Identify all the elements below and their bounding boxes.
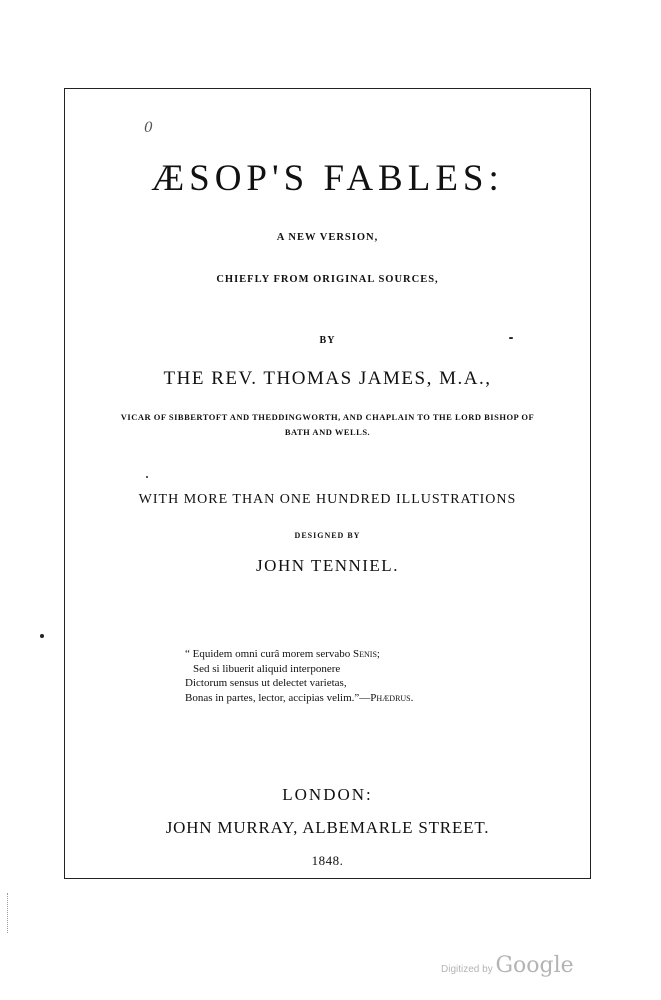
author-position-line-2: BATH AND WELLS. bbox=[284, 427, 371, 437]
title-page-border bbox=[64, 88, 591, 879]
watermark-brand: Google bbox=[495, 953, 574, 978]
ink-speck bbox=[509, 337, 513, 339]
latin-epigraph bbox=[185, 647, 413, 705]
epigraph-line-3: Dictorum sensus ut delectet varietas, bbox=[185, 677, 347, 689]
ink-speck bbox=[40, 634, 44, 638]
epigraph-name-senis: Senis bbox=[353, 648, 377, 660]
subtitle-new-version: A NEW VERSION, bbox=[276, 232, 379, 243]
book-title: ÆSOP'S FABLES: bbox=[151, 158, 504, 199]
author-name: THE REV. THOMAS JAMES, M.A., bbox=[163, 368, 492, 389]
imprint-year: 1848. bbox=[311, 853, 344, 868]
author-position-line-1: VICAR OF SIBBERTOFT AND THEDDINGWORTH, AND CHAPLAIN TO THE LORD BISHOP OF bbox=[120, 412, 535, 422]
watermark-prefix: Digitized by bbox=[441, 964, 496, 975]
epigraph-source: Phædrus bbox=[370, 691, 411, 704]
epigraph-line-2: Sed si libuerit aliquid interponere bbox=[193, 662, 341, 675]
epigraph-line-4: Bonas in partes, lector, accipias velim.”—Phædrus. bbox=[185, 691, 414, 704]
page-edge-marks bbox=[7, 893, 10, 933]
subtitle-original-sources: CHIEFLY FROM ORIGINAL SOURCES, bbox=[216, 274, 439, 285]
epigraph-line-1: “ Equidem omni curâ morem servabo Senis; bbox=[185, 648, 380, 660]
by-line: BY bbox=[319, 335, 336, 346]
digitized-watermark bbox=[441, 953, 574, 983]
imprint-publisher: JOHN MURRAY, ALBEMARLE STREET. bbox=[165, 818, 490, 837]
illustrations-note: WITH MORE THAN ONE HUNDRED ILLUSTRATIONS bbox=[138, 492, 517, 507]
imprint-city: LONDON: bbox=[282, 785, 373, 804]
illustrator-name: JOHN TENNIEL. bbox=[256, 556, 399, 575]
margin-pencil-mark: 0 bbox=[144, 120, 153, 136]
designed-by-line: DESIGNED BY bbox=[294, 531, 361, 540]
ink-speck bbox=[146, 476, 148, 478]
